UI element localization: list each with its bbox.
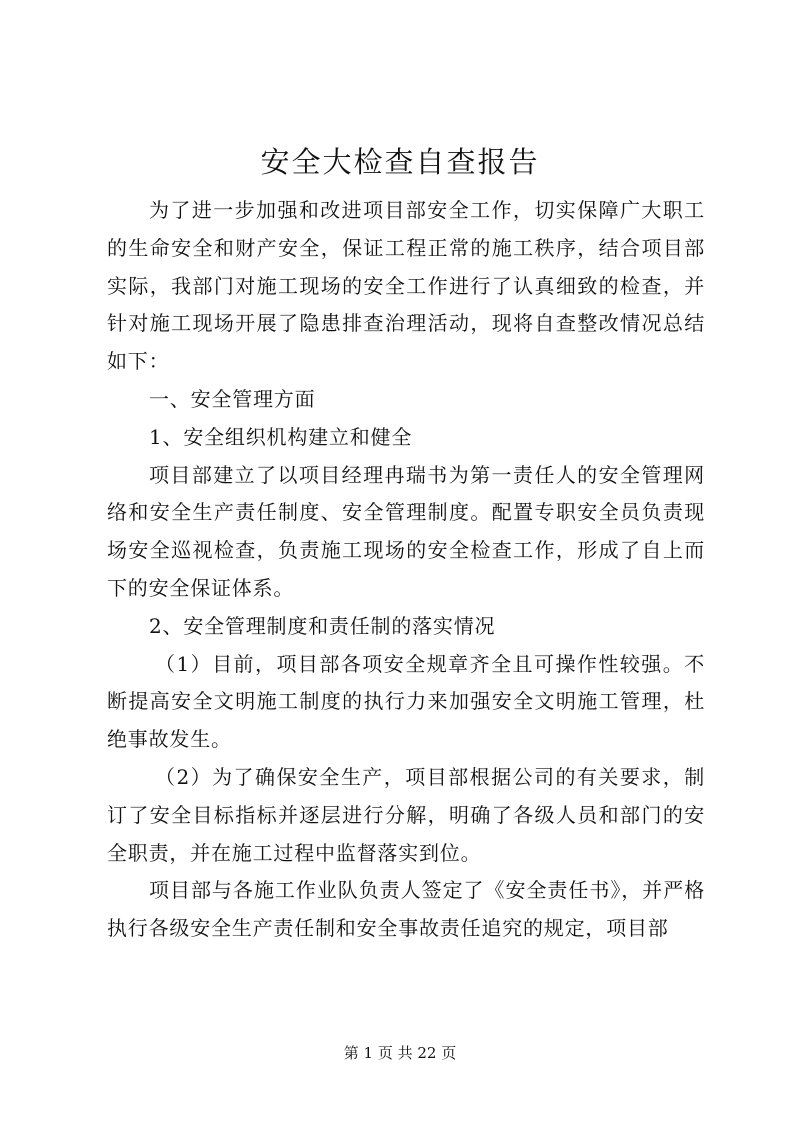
subsection-heading-organization: 1、安全组织机构建立和健全: [149, 424, 413, 449]
organization-paragraph: 项目部建立了以项目经理冉瑞书为第一责任人的安全管理网络和安全生产责任制度、安全管理制度。配置专职安全员负责现场安全巡视检查，负责施工现场的安全检查工作，形成了自上而下的安全保证体系。: [107, 462, 705, 600]
page-number-footer: 第 1 页 共 22 页: [343, 1044, 457, 1062]
subsection-heading-responsibility: 2、安全管理制度和责任制的落实情况: [149, 613, 496, 638]
item-2-paragraph: （2）为了确保安全生产，项目部根据公司的有关要求，制订了安全目标指标并逐层进行分解，明确了各级人员和部门的安全职责，并在施工过程中监督落实到位。: [107, 764, 705, 865]
item-1-paragraph: （1）目前，项目部各项安全规章齐全且可操作性较强。不断提高安全文明施工制度的执行力来加强安全文明施工管理，杜绝事故发生。: [107, 651, 705, 752]
section-heading-safety-management: 一、安全管理方面: [149, 386, 316, 411]
responsibility-agreement-paragraph: 项目部与各施工作业队负责人签定了《安全责任书》，并严格执行各级安全生产责任制和安全事故责任追究的规定，项目部: [107, 878, 705, 941]
intro-paragraph: 为了进一步加强和改进项目部安全工作，切实保障广大职工的生命安全和财产安全，保证工程正常的施工秩序，结合项目部实际，我部门对施工现场的安全工作进行了认真细致的检查，并针对施工现场开展了隐患排查治理活动，现将自查整改情况总结如下：: [107, 198, 705, 374]
document-title: 安全大检查自查报告: [260, 145, 540, 179]
document-body: [107, 192, 705, 948]
